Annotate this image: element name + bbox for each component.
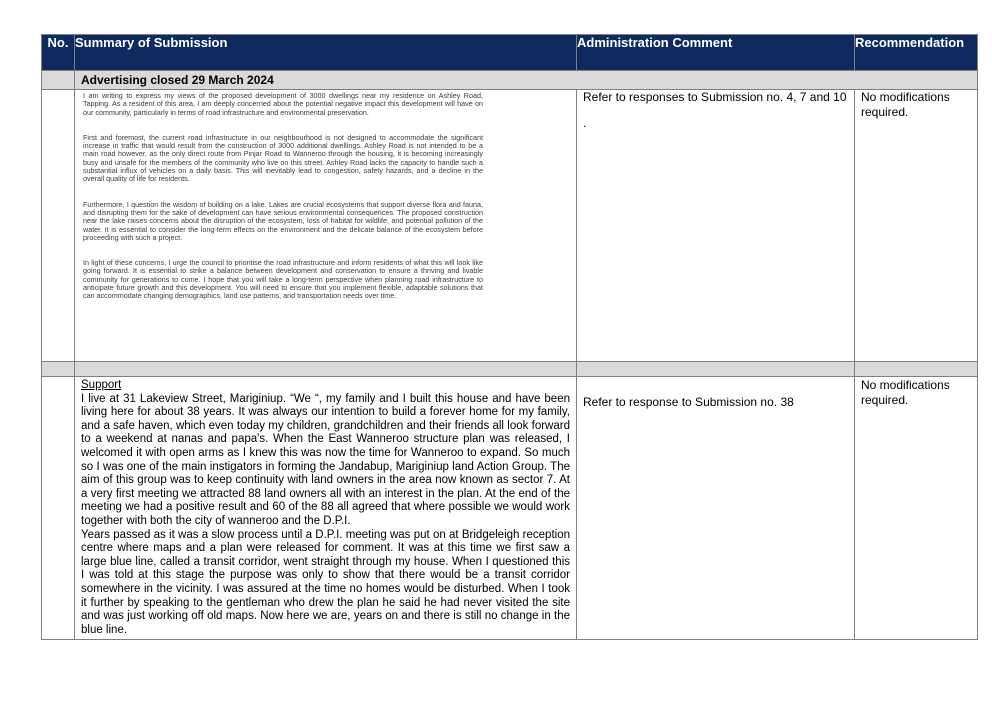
submission-2-summary [75,377,577,640]
submission-1-admin-dot: . [583,116,587,130]
submissions-table [41,34,978,640]
letter-paragraph: Years passed as it was a slow process until a D.P.I. meeting was put on at Bridgeleigh reception centre where maps and a plan were released for comment. It was at this time we first saw a large blue line, called a transit corridor, went straight through my house. When I questioned this I was told at this stage the purpose was only to show that there would be a transit corridor somewhere in the vicinity. I was assured at the time no homes would be disturbed. When I took it further by speaking to the gentleman who drew the plan he said he had never visited the site and was just working off old maps. Now here we are, years on and there is still no change in the blue line. [81,528,570,636]
submission-row-2 [42,377,978,640]
submission-1-summary [75,90,577,362]
band-no-cell [42,71,75,90]
header-recommendation: Recommendation [855,35,978,71]
submission-1-recommendation-cell [855,90,978,362]
submission-1-recommendation: No modifications required. [861,90,950,119]
separator-row [42,362,978,377]
scanned-letter-image [75,90,489,301]
submission-row-1 [42,90,978,362]
letter-paragraph: I live at 31 Lakeview Street, Mariginiup. “We “, my family and I built this house and have been living here for about 38 years. It was always our intention to build a forever home for my family, and a safe haven, which even today my children, grandchildren and their friends all look forward to a weekend at nanas and papa's. When the East Wanneroo structure plan was released, I welcomed it with open arms as I knew this was now the time for Wanneroo to expand. So much so I was one of the main instigators in forming the Jandabup, Mariginiup land Action Group. The aim of this group was to keep continuity with land owners in the area now known as sector 7. At a very first meeting we attracted 88 land owners all with an interest in the plan. At the end of the meeting we had a positive result and 60 of the 88 all agreed that where possible we would work together with both the city of wanneroo and the D.P.I. [81,392,570,527]
separator-cell [42,362,75,377]
header-admin-comment: Administration Comment [577,35,855,71]
separator-cell [855,362,978,377]
separator-cell [75,362,577,377]
header-row [42,35,978,71]
support-heading: Support [81,379,122,391]
submission-2-admin [577,377,855,640]
scan-paragraph: First and foremost, the current road infrastructure in our neighbourhood is not designed to accommodate the significant increase in traffic that would result from the construction of 3000 additional dwellings. Ashley Road is not intended to be a main road however, as the only direct route from Pinjar Road to Wanneroo through the housing, it is becoming increasingly busy and unsafe for the members of the community who live on this street. Ashley Road lacks the capacity to handle such a substantial influx of vehicles on a daily basis. This will inevitably lead to congestion, safety hazards, and a decline in the overall quality of life for residents. [83,132,483,184]
header-summary: Summary of Submission [75,35,577,71]
submission-1-admin-comment: Refer to responses to Submission no. 4, 7 and 10 [583,90,847,104]
submission-1-no [42,90,75,362]
scan-paragraph: In light of these concerns, I urge the council to prioritise the road infrastructure and inform residents of what this will look like going forward. It is essential to strike a balance between development and conservation to ensure a thriving and livable community for generations to come. I hope that you will take a long-term perspective when planning road infrastructure to anticipate future growth and this development. You will need to ensure that you implement flexible, adaptable solutions that can accommodate changing demographics, land use patterns, and transportation needs over time. [83,258,483,301]
advertising-closed-label: Advertising closed 29 March 2024 [75,71,978,90]
scan-paragraph: Furthermore, I question the wisdom of building on a lake. Lakes are crucial ecosystems that support diverse flora and fauna, and disrupting them for the sake of development can have serious environmental consequences. The proposed construction near the lake raises concerns about the disruption of the ecosystem, loss of habitat for wildlife, and potential pollution of the water. It is essential to consider the long-term effects on the environment and the delicate balance of the ecosystem before proceeding with such a project. [83,199,483,242]
submission-2-admin-comment: Refer to response to Submission no. 38 [583,395,794,409]
submission-2-recommendation-cell [855,377,978,640]
header-no: No. [42,35,75,71]
advertising-band-row [42,71,978,90]
submission-2-no [42,377,75,640]
scan-paragraph: I am writing to express my views of the proposed development of 3000 dwellings near my residence on Ashley Road, Tapping. As a resident of this area, I am deeply concerned about the potential negative impact this development will have on our community, particularly in terms of road infrastructure and environmental preservation. [83,91,483,117]
submission-2-recommendation: No modifications required. [861,378,950,407]
separator-cell [577,362,855,377]
submission-1-admin [577,90,855,362]
